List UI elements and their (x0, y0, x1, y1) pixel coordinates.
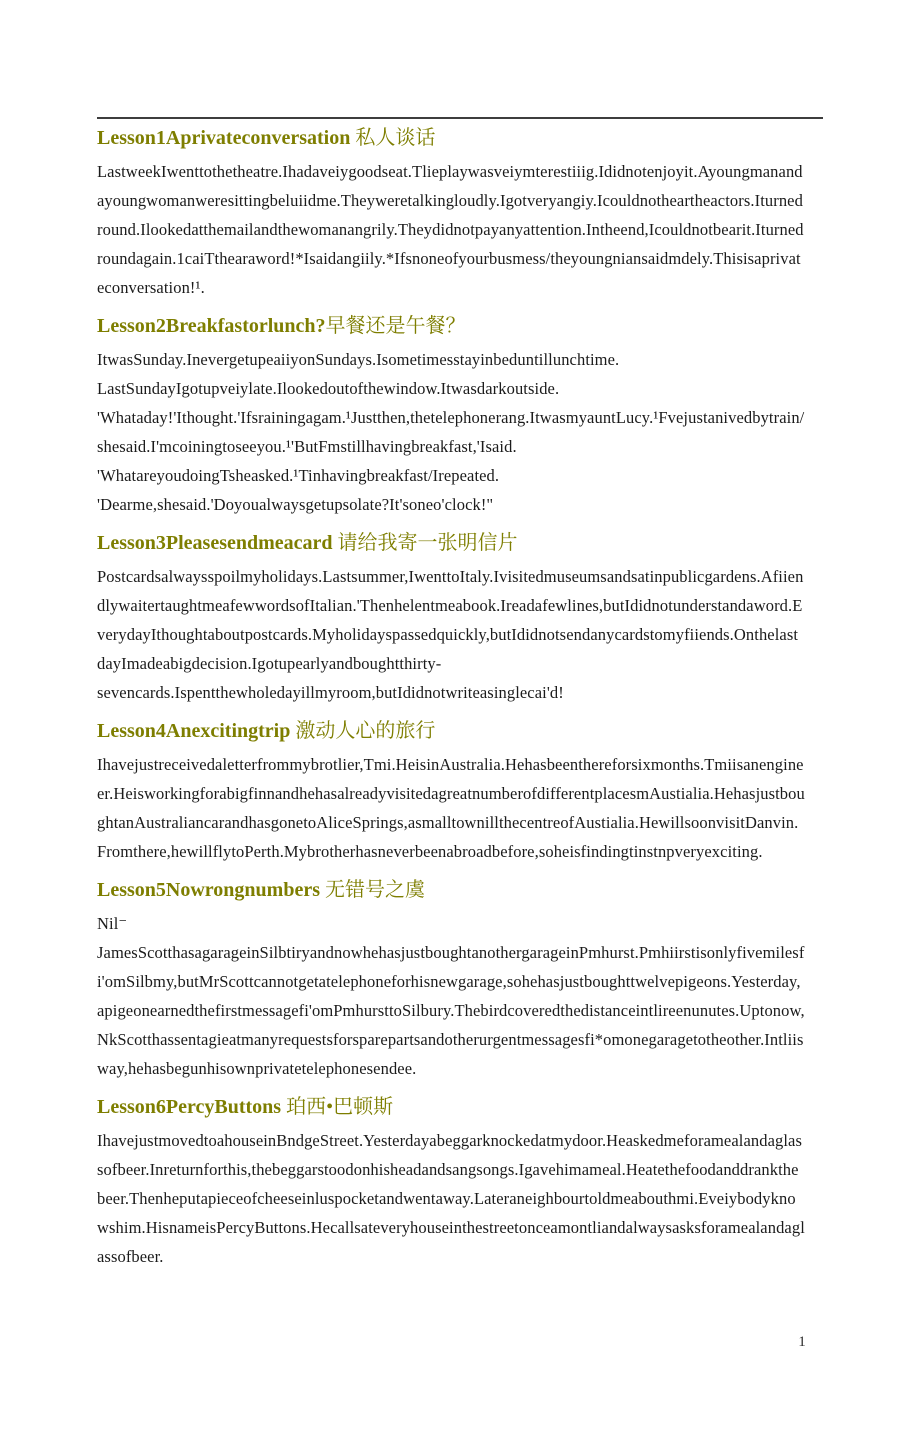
paragraph-line: verydayIthoughtaboutpostcards.Myholidayspassedquickly,butIdidnotsendanycardstomyfiiends.Onthelast (97, 625, 799, 644)
paragraph-line: ayoungwomanweresittingbeluiidme.Theyweretalkingloudly.Igotveryangiy.Icouldnotheartheactors.Iturned (97, 191, 803, 210)
paragraph-line: er.HeisworkingforabigfinnandhehasalreadyvisitedagreatnumberofdifferentplacesmAustialia.Hehasjustbou (97, 784, 805, 803)
lesson-section-2 (97, 313, 823, 519)
paragraph-line: round.Ilookedatthemailandthewomanangrily.Theydidnotpayanyattention.Intheend,Icouldnotbearit.Iturned (97, 220, 804, 239)
lesson-title-english: Lesson4Anexcitingtrip (97, 720, 291, 742)
lesson-section-1 (97, 125, 823, 302)
lesson-title-chinese: 早餐还是午餐？ (325, 315, 466, 337)
page-number: 1 (798, 1334, 806, 1350)
paragraph-line: sevencards.Ispentthewholedayillmyroom,butIdidnotwriteasinglecai'd! (97, 683, 564, 702)
lesson-section-5 (97, 877, 823, 1083)
lesson-title (97, 718, 823, 745)
header-rule (97, 117, 823, 119)
paragraph-line: LastSundayIgotupveiylate.Ilookedoutofthewindow.Itwasdarkoutside. (97, 379, 560, 398)
paragraph-line: i'omSilbmy,butMrScottcannotgetatelephoneforhisnewgarage,sohehasjustboughttwelvepigeons.Yesterday, (97, 972, 801, 991)
paragraph-line: JamesScotthasagarageinSilbtiryandnowhehasjustboughtanothergarageinPmhurst.Pmhiirstisonlyfivemilesf (97, 943, 805, 962)
paragraph-line: roundagain.1caiTthearaword!*Isaidangiily.*Ifsnoneofyourbusmess/theyoungniansaidmdely.Thisisaprivat (97, 249, 801, 268)
paragraph-line: wshim.HisnameisPercyButtons.Hecallsateveryhouseinthestreetonceamontliandalwaysasksforamealandagl (97, 1218, 805, 1237)
paragraph-line: way,hehasbegunhisownprivatetelephonesendee. (97, 1059, 417, 1078)
paragraph-line: Fromthere,hewillflytoPerth.Mybrotherhasneverbeenabroadbefore,soheisfindingtinstnpveryexciting. (97, 842, 763, 861)
lesson-title-chinese: 私人谈话 (350, 127, 436, 149)
lesson-title (97, 877, 823, 904)
paragraph-line: apigeonearnedthefirstmessagefi'omPmhursttoSilbury.Thebirdcoveredthedistanceintlireenunutes.Uptonow, (97, 1001, 805, 1020)
lesson-title-english: Lesson3Pleasesendmeacard (97, 532, 333, 554)
paragraph-line: shesaid.I'mcoiningtoseeyou.¹'ButFmstillhavingbreakfast,'Isaid. (97, 437, 517, 456)
lesson-title-english: Lesson6PercyButtons (97, 1096, 282, 1118)
paragraph-line: Ihavejustreceivedaletterfrommybrotlier,Tmi.HeisinAustralia.Hehasbeenthereforsixmonths.Tmiisanengine (97, 755, 804, 774)
lesson-title-chinese: 激动人心的旅行 (290, 720, 436, 742)
paragraph-line: 'WhatareyoudoingTsheasked.¹Tinhavingbreakfast/Irepeated. (97, 466, 500, 485)
lesson-title-chinese: 珀西•巴顿斯 (281, 1096, 394, 1118)
paragraph-line: beer.Thenheputapieceofcheeseinluspocketandwentaway.Lateraneighbourtoldmeabouthmi.Eveiybodykno (97, 1189, 796, 1208)
lesson-title-english: Lesson5Nowrongnumbers (97, 879, 320, 901)
paragraph-line: dlywaitertaughtmeafewwordsofItalian.'Thenhelentmeabook.Ireadafewlines,butIdidnotunderstandaword.E (97, 596, 803, 615)
paragraph-line: 'Dearme,shesaid.'Doyoualwaysgetupsolate?It'soneo'clock!" (97, 495, 494, 514)
paragraph-line: Nil⁻ (97, 914, 128, 933)
lesson-title (97, 530, 823, 557)
paragraph-line: NkScotthassentagieatmanyrequestsforsparepartsandotherurgentmessagesfi*omonegaragetotheother.Intliis (97, 1030, 804, 1049)
lesson-title-chinese: 无错号之虞 (320, 879, 425, 901)
lesson-section-6 (97, 1094, 823, 1271)
lesson-title-english: Lesson2Breakfastorlunch? (97, 315, 326, 337)
lesson-title (97, 125, 823, 152)
paragraph-line: sofbeer.Inreturnforthis,thebeggarstoodonhisheadandsangsongs.Igavehimameal.Heatethefoodanddrankthe (97, 1160, 799, 1179)
lesson-section-4 (97, 718, 823, 866)
paragraph-line: ghtanAustraliancarandhasgonetoAliceSprings,asmalltownillthecentreofAustialia.HewillsoonvisitDanvin. (97, 813, 799, 832)
lesson-section-3 (97, 530, 823, 707)
paragraph-line: Postcardsalwaysspoilmyholidays.Lastsummer,IwenttoItaly.Ivisitedmuseumsandsatinpublicgardens.Afiien (97, 567, 804, 586)
paragraph-line: IhavejustmovedtoahouseinBndgeStreet.Yesterdayabeggarknockedatmydoor.Heaskedmeforamealandaglas (97, 1131, 802, 1150)
lesson-title (97, 1094, 823, 1121)
lesson-title-chinese: 请给我寄一张明信片 (332, 532, 518, 554)
lesson-title-english: Lesson1Aprivateconversation (97, 127, 351, 149)
paragraph-line: ItwasSunday.InevergetupeaiiyonSundays.Isometimesstayinbeduntillunchtime. (97, 350, 620, 369)
paragraph-line: LastweekIwenttothetheatre.Ihadaveiygoodseat.Tlieplaywasveiymterestiiig.Ididnotenjoyit.Ayoungmanand (97, 162, 803, 181)
lesson-title (97, 313, 823, 340)
document-page (97, 0, 823, 1271)
paragraph-line: dayImadeabigdecision.Igotupearlyandboughtthirty- (97, 654, 442, 673)
paragraph-line: assofbeer. (97, 1247, 164, 1266)
paragraph-line: econversation!¹. (97, 278, 205, 297)
paragraph-line: 'Whataday!'Ithought.'Ifsrainingagam.¹Justthen,thetelephonerang.ItwasmyauntLucy.¹Fvejustanivedbytrain/ (97, 408, 805, 427)
